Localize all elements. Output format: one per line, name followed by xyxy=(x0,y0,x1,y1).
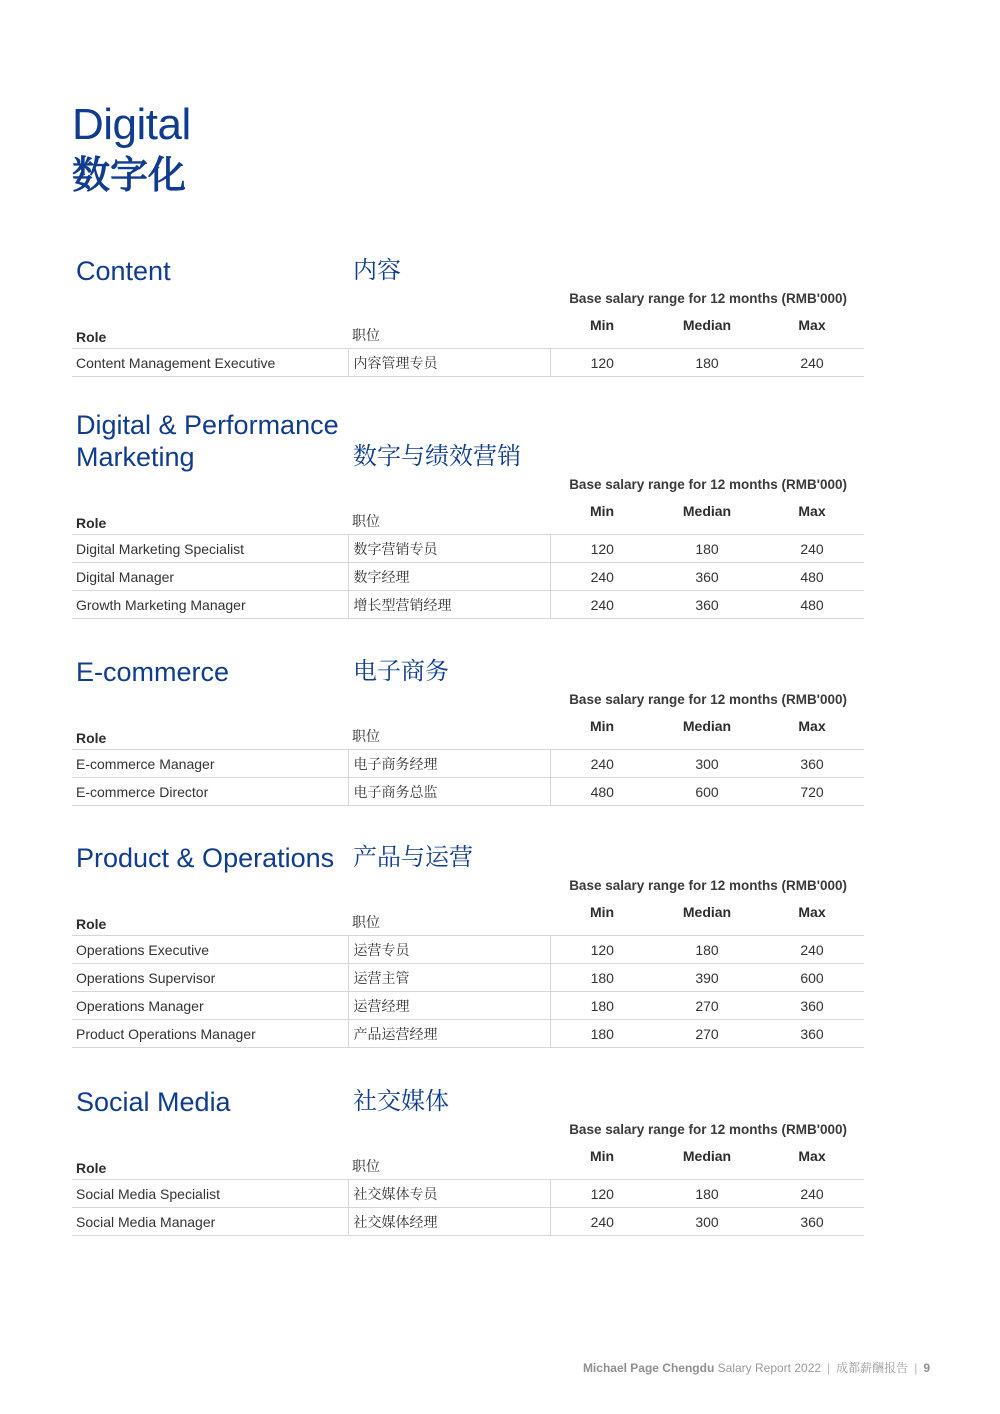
section-title-en: Content xyxy=(76,256,171,286)
column-header-min: Min xyxy=(589,503,615,519)
salary-table xyxy=(72,902,864,1048)
salary-range-caption: Base salary range for 12 months (RMB'000) xyxy=(569,291,847,306)
table-header-row xyxy=(72,501,864,535)
median-cell: 300 xyxy=(654,750,760,778)
column-header-max: Max xyxy=(798,317,826,333)
min-cell: 120 xyxy=(550,349,654,377)
footer-report-title: Salary Report 2022 xyxy=(717,1361,822,1375)
role-cell: Operations Supervisor xyxy=(72,964,348,992)
column-header-role: Role xyxy=(76,1160,107,1176)
max-cell: 240 xyxy=(760,535,864,563)
column-header-max: Max xyxy=(798,904,826,920)
salary-range-caption: Base salary range for 12 months (RMB'000) xyxy=(569,878,847,893)
median-cell: 390 xyxy=(654,964,760,992)
column-header-min: Min xyxy=(589,317,615,333)
column-header-role-zh: 职位 xyxy=(352,327,380,343)
median-cell: 360 xyxy=(654,591,760,619)
min-cell: 240 xyxy=(550,1208,654,1236)
min-cell: 180 xyxy=(550,1020,654,1048)
role-zh-cell: 运营经理 xyxy=(348,992,550,1020)
section-title-en: E-commerce xyxy=(76,657,230,687)
salary-range-caption: Base salary range for 12 months (RMB'000) xyxy=(569,477,847,492)
role-cell: Digital Marketing Specialist xyxy=(72,535,348,563)
median-cell: 360 xyxy=(654,563,760,591)
column-header-role: Role xyxy=(76,329,107,345)
max-cell: 360 xyxy=(760,1020,864,1048)
page-number: 9 xyxy=(923,1361,930,1375)
role-cell: Growth Marketing Manager xyxy=(72,591,348,619)
role-zh-cell: 社交媒体经理 xyxy=(348,1208,550,1236)
table-row xyxy=(72,992,864,1020)
page-title xyxy=(72,100,191,200)
column-header-median: Median xyxy=(682,718,732,734)
column-header-min: Min xyxy=(589,1148,615,1164)
min-cell: 240 xyxy=(550,750,654,778)
table-row xyxy=(72,1020,864,1048)
table-row xyxy=(72,535,864,563)
column-header-median: Median xyxy=(682,1148,732,1164)
max-cell: 240 xyxy=(760,1180,864,1208)
table-header-row xyxy=(72,902,864,936)
role-cell: E-commerce Manager xyxy=(72,750,348,778)
footer-brand: Michael Page Chengdu xyxy=(582,1361,715,1375)
role-cell: Product Operations Manager xyxy=(72,1020,348,1048)
role-zh-cell: 运营主管 xyxy=(348,964,550,992)
section-title-en-line2: Marketing xyxy=(76,442,195,472)
role-zh-cell: 数字经理 xyxy=(348,563,550,591)
column-header-role: Role xyxy=(76,730,107,746)
column-header-role: Role xyxy=(76,916,107,932)
table-row xyxy=(72,1208,864,1236)
column-header-min: Min xyxy=(589,718,615,734)
page-title-zh: 数字化 xyxy=(72,155,187,197)
median-cell: 180 xyxy=(654,349,760,377)
table-row xyxy=(72,964,864,992)
section-title-zh: 社交媒体 xyxy=(353,1088,449,1115)
role-zh-cell: 电子商务经理 xyxy=(348,750,550,778)
max-cell: 600 xyxy=(760,964,864,992)
min-cell: 120 xyxy=(550,936,654,964)
salary-table xyxy=(72,501,864,619)
footer-report-title-zh: 成都薪酬报告 xyxy=(836,1361,909,1375)
column-header-median: Median xyxy=(682,317,732,333)
column-header-role-zh: 职位 xyxy=(352,914,380,930)
column-header-role: Role xyxy=(76,515,107,531)
section-title-en: Social Media xyxy=(76,1087,231,1117)
min-cell: 240 xyxy=(550,591,654,619)
min-cell: 120 xyxy=(550,1180,654,1208)
role-zh-cell: 产品运营经理 xyxy=(348,1020,550,1048)
max-cell: 240 xyxy=(760,936,864,964)
table-row xyxy=(72,936,864,964)
salary-table xyxy=(72,315,864,377)
salary-table xyxy=(72,1146,864,1236)
max-cell: 360 xyxy=(760,750,864,778)
role-zh-cell: 社交媒体专员 xyxy=(348,1180,550,1208)
table-row xyxy=(72,349,864,377)
table-row xyxy=(72,563,864,591)
max-cell: 480 xyxy=(760,563,864,591)
section-title-en: Digital & Performance xyxy=(76,410,339,440)
column-header-median: Median xyxy=(682,503,732,519)
table-row xyxy=(72,778,864,806)
median-cell: 180 xyxy=(654,936,760,964)
section-title-zh: 内容 xyxy=(353,257,401,284)
role-zh-cell: 数字营销专员 xyxy=(348,535,550,563)
column-header-min: Min xyxy=(589,904,615,920)
column-header-median: Median xyxy=(682,904,732,920)
salary-range-caption: Base salary range for 12 months (RMB'000) xyxy=(569,692,847,707)
column-header-max: Max xyxy=(798,503,826,519)
max-cell: 240 xyxy=(760,349,864,377)
role-zh-cell: 电子商务总监 xyxy=(348,778,550,806)
role-cell: E-commerce Director xyxy=(72,778,348,806)
role-cell: Digital Manager xyxy=(72,563,348,591)
median-cell: 180 xyxy=(654,1180,760,1208)
role-cell: Social Media Manager xyxy=(72,1208,348,1236)
median-cell: 270 xyxy=(654,1020,760,1048)
role-cell: Operations Manager xyxy=(72,992,348,1020)
role-cell: Operations Executive xyxy=(72,936,348,964)
footer-separator: | xyxy=(827,1361,831,1375)
column-header-max: Max xyxy=(798,1148,826,1164)
median-cell: 600 xyxy=(654,778,760,806)
footer-separator: | xyxy=(914,1361,918,1375)
min-cell: 480 xyxy=(550,778,654,806)
role-zh-cell: 增长型营销经理 xyxy=(348,591,550,619)
table-row xyxy=(72,750,864,778)
table-row xyxy=(72,591,864,619)
max-cell: 720 xyxy=(760,778,864,806)
median-cell: 180 xyxy=(654,535,760,563)
column-header-role-zh: 职位 xyxy=(352,513,380,529)
column-header-role-zh: 职位 xyxy=(352,1158,380,1174)
section-title-zh: 产品与运营 xyxy=(353,844,473,871)
median-cell: 270 xyxy=(654,992,760,1020)
table-header-row xyxy=(72,1146,864,1180)
table-row xyxy=(72,1180,864,1208)
min-cell: 240 xyxy=(550,563,654,591)
page-title-en: Digital xyxy=(72,100,191,149)
role-cell: Content Management Executive xyxy=(72,349,348,377)
page-footer xyxy=(583,1359,930,1376)
section-title-en: Product & Operations xyxy=(76,843,335,873)
role-zh-cell: 内容管理专员 xyxy=(348,349,550,377)
column-header-max: Max xyxy=(798,718,826,734)
salary-range-caption: Base salary range for 12 months (RMB'000) xyxy=(569,1122,847,1137)
max-cell: 360 xyxy=(760,1208,864,1236)
section-title-zh: 数字与绩效营销 xyxy=(353,443,521,470)
median-cell: 300 xyxy=(654,1208,760,1236)
max-cell: 360 xyxy=(760,992,864,1020)
table-header-row xyxy=(72,315,864,349)
min-cell: 180 xyxy=(550,964,654,992)
max-cell: 480 xyxy=(760,591,864,619)
salary-table xyxy=(72,716,864,806)
min-cell: 120 xyxy=(550,535,654,563)
section-title-zh: 电子商务 xyxy=(353,658,449,685)
table-header-row xyxy=(72,716,864,750)
role-cell: Social Media Specialist xyxy=(72,1180,348,1208)
column-header-role-zh: 职位 xyxy=(352,728,380,744)
min-cell: 180 xyxy=(550,992,654,1020)
role-zh-cell: 运营专员 xyxy=(348,936,550,964)
